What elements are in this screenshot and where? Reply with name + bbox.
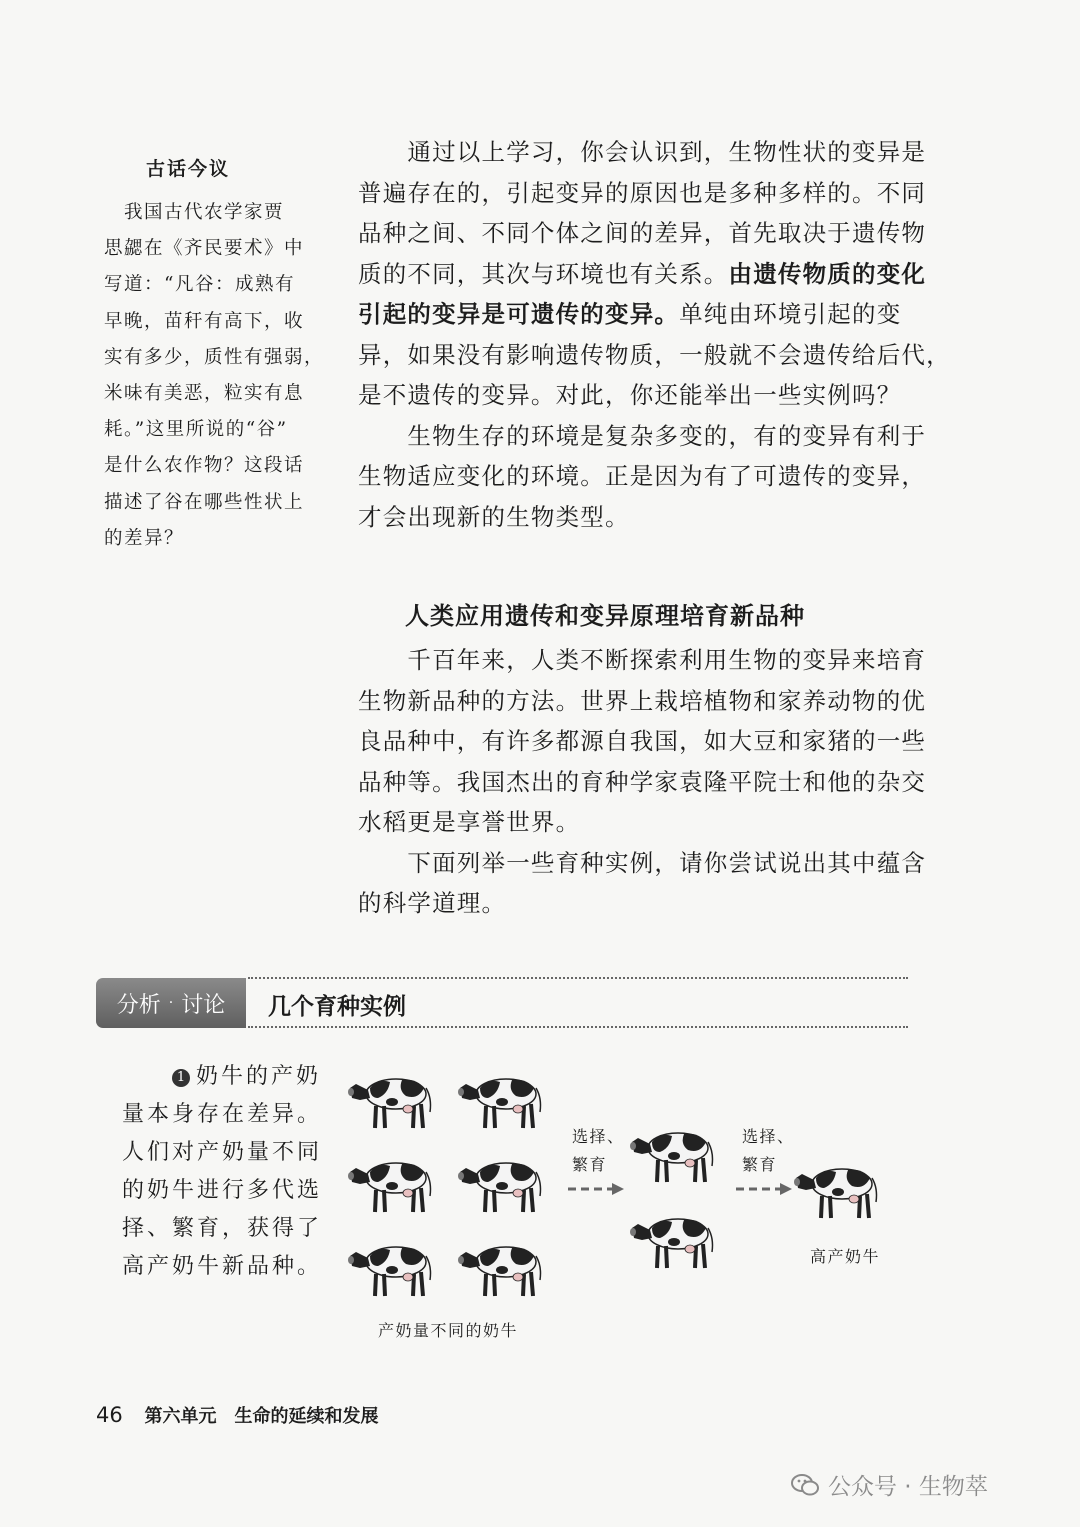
example-line: 的奶牛进行多代选 [122, 1178, 323, 1203]
arrow-label: 选择、 [742, 1127, 795, 1146]
text-span: 质的不同，其次与环境也有关系。 [358, 259, 729, 288]
chapter-title: 第六单元 生命的延续和发展 [144, 1406, 379, 1427]
discussion-label [96, 978, 246, 1028]
watermark [790, 1468, 988, 1501]
cow-breeding-figure [340, 1060, 900, 1350]
page-footer [96, 1402, 378, 1428]
wechat-icon [790, 1472, 820, 1498]
paragraph-line: 水稻更是享誉世界。 [358, 808, 581, 836]
sidebar-line: 写道：“凡谷：成熟有 [104, 274, 295, 296]
label-dot: · [168, 995, 174, 1011]
page-number: 46 [96, 1403, 123, 1427]
cow-image [626, 1122, 720, 1188]
divider [248, 977, 908, 979]
sidebar-title: 古话今议 [146, 158, 231, 180]
text-span: 单纯由环境引起的变 [679, 300, 902, 328]
paragraph-line [358, 254, 927, 295]
example-line: 人们对产奶量不同 [122, 1140, 323, 1165]
section-heading: 人类应用遗传和变异原理培育新品种 [405, 602, 805, 630]
example-line [122, 1058, 332, 1096]
sidebar-line: 早晚，苗秆有高下，收 [104, 310, 305, 332]
paragraph-line: 下面列举一些育种实例，请你尝试说出其中蕴含 [358, 848, 927, 877]
cow-image [454, 1152, 548, 1218]
cow-image [344, 1068, 438, 1134]
label-part: 讨论 [181, 992, 226, 1018]
paragraph-line: 的科学道理。 [358, 889, 507, 917]
paragraph-line: 普遍存在的，引起变异的原因也是多种多样的。不同 [358, 178, 927, 207]
sidebar-line: 描述了谷在哪些性状上 [104, 491, 305, 513]
cow-image [454, 1068, 548, 1134]
divider [248, 1026, 908, 1028]
label-part: 分析 [116, 992, 161, 1018]
paragraph-line: 生物新品种的方法。世界上栽培植物和家养动物的优 [358, 686, 927, 715]
main-text [358, 132, 951, 537]
sidebar-note [104, 154, 325, 557]
sidebar-line: 的差异？ [104, 527, 185, 549]
paragraph-line: 异，如果没有影响遗传物质，一般就不会遗传给后代， [358, 340, 951, 369]
arrow-label: 繁育 [742, 1155, 778, 1174]
paragraph-line: 生物适应变化的环境。正是因为有了可遗传的变异， [358, 462, 927, 490]
paragraph-line: 品种之间、不同个体之间的差异，首先取决于遗传物 [358, 219, 927, 247]
paragraph-line: 品种等。我国杰出的育种学家袁隆平院士和他的杂交 [358, 767, 927, 796]
cow-image [626, 1208, 720, 1274]
paragraph-line [358, 294, 918, 335]
example-text [122, 1058, 332, 1286]
section-text [358, 640, 927, 924]
sidebar-body [104, 195, 325, 557]
cow-image [790, 1158, 884, 1224]
example-line: 择、繁育，获得了 [122, 1216, 323, 1241]
paragraph-line: 才会出现新的生物类型。 [358, 502, 630, 531]
sidebar-line: 思勰在《齐民要术》中 [104, 238, 305, 260]
figure-caption: 产奶量不同的奶牛 [378, 1321, 519, 1340]
sidebar-line: 耗。”这里所说的“谷” [104, 419, 288, 441]
sidebar-line: 我国古代农学家贾 [104, 202, 285, 223]
paragraph-line: 千百年来，人类不断探索利用生物的变异来培育 [358, 646, 927, 674]
figure-caption: 高产奶牛 [810, 1247, 881, 1266]
paragraph-line: 是不遗传的变异。对此，你还能举出一些实例吗？ [358, 381, 902, 409]
text-span: 奶牛的产奶 [196, 1064, 322, 1089]
discussion-title: 几个育种实例 [268, 994, 406, 1020]
sidebar-line: 米味有美恶，粒实有息 [104, 382, 305, 404]
dashed-arrow-icon [566, 1182, 626, 1196]
cow-image [454, 1236, 548, 1302]
bold-span: 由遗传物质的变化 [728, 259, 927, 288]
bold-span: 引起的变异是可遗传的变异。 [358, 300, 680, 328]
cow-image [344, 1236, 438, 1302]
arrow-label: 繁育 [572, 1155, 608, 1174]
number-icon: 1 [172, 1069, 190, 1087]
example-line: 量本身存在差异。 [122, 1102, 323, 1127]
dashed-arrow-icon [734, 1182, 794, 1196]
cow-image [344, 1152, 438, 1218]
paragraph-line: 良品种中，有许多都源自我国，如大豆和家猪的一些 [358, 727, 927, 755]
paragraph-line: 通过以上学习，你会认识到，生物性状的变异是 [358, 138, 927, 166]
example-line: 高产奶牛新品种。 [122, 1254, 323, 1279]
watermark-text: 公众号 · 生物萃 [828, 1474, 988, 1500]
paragraph-line: 生物生存的环境是复杂多变的，有的变异有利于 [358, 421, 927, 450]
sidebar-line: 实有多少，质性有强弱， [104, 346, 325, 368]
arrow-label: 选择、 [572, 1127, 625, 1146]
sidebar-line: 是什么农作物？这段话 [104, 455, 305, 477]
